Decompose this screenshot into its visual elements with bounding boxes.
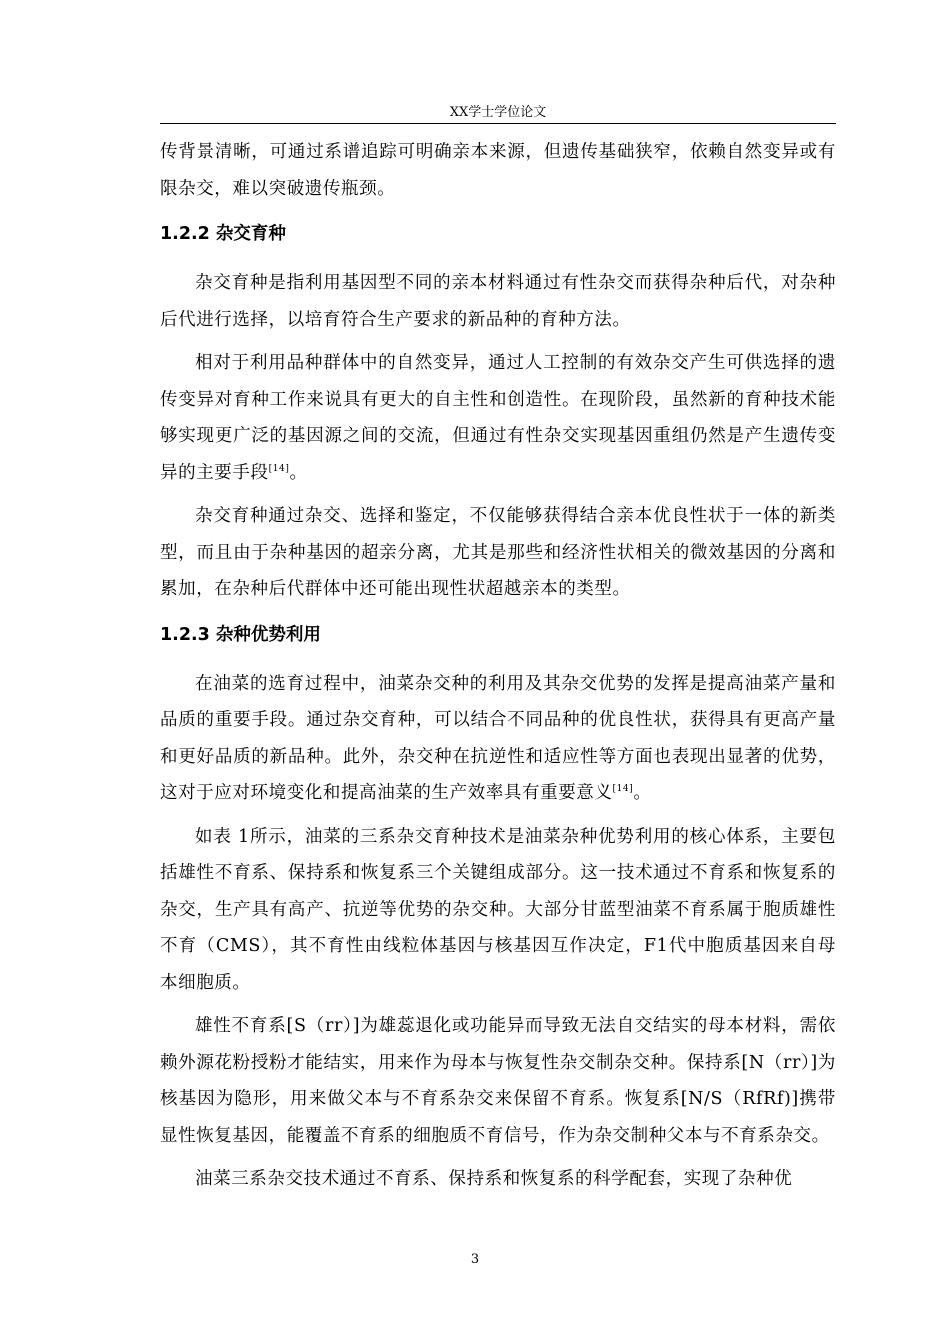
paragraph: 杂交育种是指利用基因型不同的亲本材料通过有性杂交而获得杂种后代，对杂种后代进行选择，以培育符合生产要求的新品种的育种方法。 (160, 273, 836, 330)
section-heading-1-2-3: 1.2.3 杂种优势利用 (160, 624, 321, 645)
body-text (160, 134, 836, 1198)
citation-ref: [14] (612, 784, 634, 795)
paragraph (160, 666, 836, 812)
paragraph (160, 345, 836, 491)
paragraph-text: 相对于利用品种群体中的自然变异，通过人工控制的有效杂交产生可供选择的遗传变异对育种工作来说具有更大的自主性和创造性。在现阶段，虽然新的育种技术能够实现更广泛的基因源之间的交流，但通过有性杂交实现基因重组仍然是产生遗传变异的主要手段 (160, 353, 836, 483)
section-heading-1-2-2: 1.2.2 杂交育种 (160, 224, 286, 244)
header-divider (160, 123, 836, 124)
paragraph: 雄性不育系[S（rr）]为雄蕊退化或功能异而导致无法自交结实的母本材料，需依赖外源花粉授粉才能结实，用来作为母本与恢复性杂交制杂交种。保持系[N（rr）]为核基因为隐形，用来做父本与不育系杂交来保留不育系。恢复系[N/S（RfRf)]携带显性恢复基因，能覆盖不育系的细胞质不育信号，作为杂交制种父本与不育系杂交。 (160, 1016, 836, 1146)
citation-ref: [14] (268, 463, 290, 474)
paragraph-text: 在油菜的选育过程中，油菜杂交种的利用及其杂交优势的发挥是提高油菜产量和品质的重要手段。通过杂交育种，可以结合不同品种的优良性状，获得具有更高产量和更好品质的新品种。此外，杂交种在抗逆性和适应性等方面也表现出显著的优势，这对于应对环境变化和提高油菜的生产效率具有重要意义 (160, 673, 836, 803)
paragraph: 如表 1所示，油菜的三系杂交育种技术是油菜杂种优势利用的核心体系，主要包括雄性不育系、保持系和恢复系三个关键组成部分。这一技术通过不育系和恢复系的杂交，生产具有高产、抗逆等优势的杂交种。大部分甘蓝型油菜不育系属于胞质雄性不育（CMS），其不育性由线粒体基因与核基因互作决定，F1代中胞质基因来自母本细胞质。 (160, 826, 836, 993)
paragraph: 油菜三系杂交技术通过不育系、保持系和恢复系的科学配套，实现了杂种优 (195, 1169, 793, 1189)
paragraph: 杂交育种通过杂交、选择和鉴定，不仅能够获得结合亲本优良性状于一体的新类型，而且由于杂种基因的超亲分离，尤其是那些和经济性状相关的微效基因的分离和累加，在杂种后代群体中还可能出现性状超越亲本的类型。 (160, 506, 836, 599)
page-number: 3 (470, 1252, 480, 1267)
running-header: XX学士学位论文 (449, 105, 547, 120)
paragraph-end: 。 (633, 783, 652, 803)
paragraph-end: 。 (289, 462, 308, 483)
paragraph-continued: 传背景清晰，可通过系谱追踪可明确亲本来源，但遗传基础狭窄，依赖自然变异或有限杂交，难以突破遗传瓶颈。 (160, 142, 836, 199)
